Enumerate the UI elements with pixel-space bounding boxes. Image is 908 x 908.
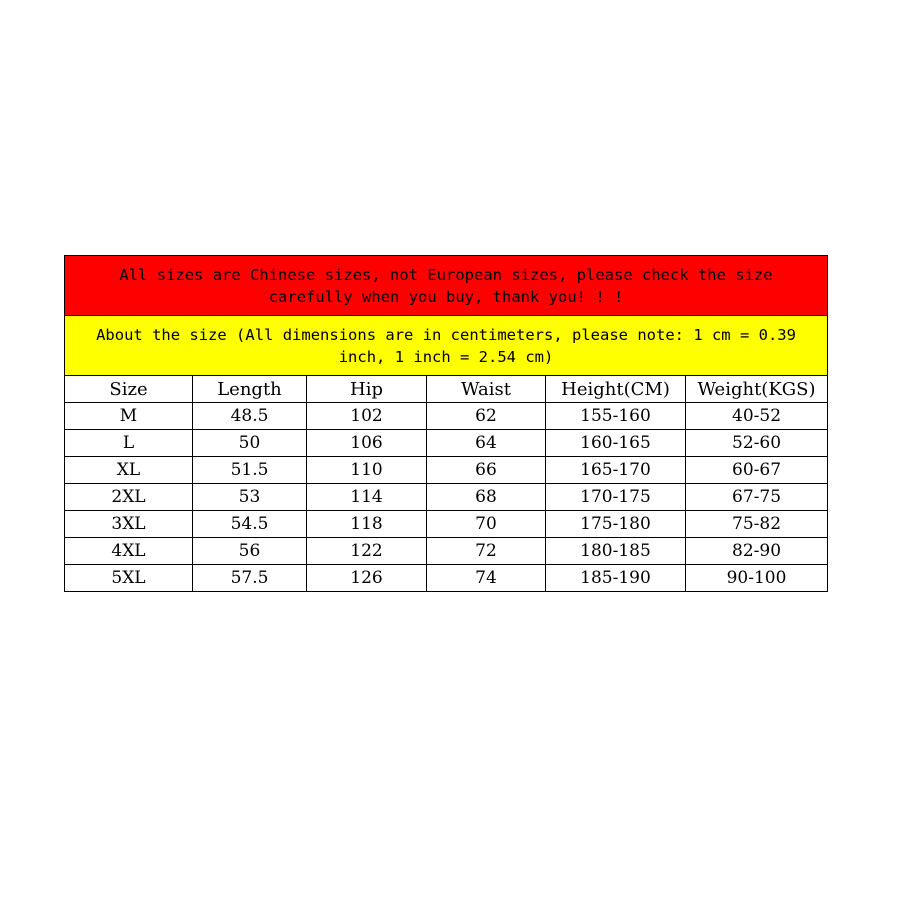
cell-size: 2XL bbox=[65, 484, 193, 511]
cell-waist: 70 bbox=[427, 511, 546, 538]
header-length: Length bbox=[193, 376, 307, 403]
cell-height: 170-175 bbox=[546, 484, 686, 511]
cell-height: 180-185 bbox=[546, 538, 686, 565]
cell-length: 50 bbox=[193, 430, 307, 457]
cell-waist: 64 bbox=[427, 430, 546, 457]
cell-waist: 62 bbox=[427, 403, 546, 430]
cell-waist: 66 bbox=[427, 457, 546, 484]
cell-length: 48.5 bbox=[193, 403, 307, 430]
table-row bbox=[65, 403, 828, 430]
cell-waist: 68 bbox=[427, 484, 546, 511]
table-row bbox=[65, 457, 828, 484]
cell-hip: 102 bbox=[307, 403, 427, 430]
header-size: Size bbox=[65, 376, 193, 403]
cell-length: 56 bbox=[193, 538, 307, 565]
cell-hip: 106 bbox=[307, 430, 427, 457]
cell-hip: 122 bbox=[307, 538, 427, 565]
cell-weight: 60-67 bbox=[686, 457, 828, 484]
cell-size: 5XL bbox=[65, 565, 193, 592]
cell-hip: 126 bbox=[307, 565, 427, 592]
header-height: Height(CM) bbox=[546, 376, 686, 403]
cell-hip: 114 bbox=[307, 484, 427, 511]
header-hip: Hip bbox=[307, 376, 427, 403]
cell-height: 175-180 bbox=[546, 511, 686, 538]
cell-height: 165-170 bbox=[546, 457, 686, 484]
cell-weight: 67-75 bbox=[686, 484, 828, 511]
cell-size: L bbox=[65, 430, 193, 457]
cell-weight: 75-82 bbox=[686, 511, 828, 538]
cell-weight: 90-100 bbox=[686, 565, 828, 592]
cell-hip: 118 bbox=[307, 511, 427, 538]
cell-height: 155-160 bbox=[546, 403, 686, 430]
cell-size: 3XL bbox=[65, 511, 193, 538]
table-row bbox=[65, 538, 828, 565]
unit-note-banner: About the size (All dimensions are in centimeters, please note: 1 cm = 0.39 inch, 1 inch = 2.54 cm) bbox=[65, 316, 828, 376]
table-row bbox=[65, 430, 828, 457]
table-header-row bbox=[65, 376, 828, 403]
table-row bbox=[65, 511, 828, 538]
cell-height: 185-190 bbox=[546, 565, 686, 592]
cell-weight: 40-52 bbox=[686, 403, 828, 430]
header-waist: Waist bbox=[427, 376, 546, 403]
size-notice-banner: All sizes are Chinese sizes, not European sizes, please check the size carefully when you buy, thank you! ! ! bbox=[65, 256, 828, 316]
cell-waist: 74 bbox=[427, 565, 546, 592]
cell-length: 51.5 bbox=[193, 457, 307, 484]
cell-length: 57.5 bbox=[193, 565, 307, 592]
cell-hip: 110 bbox=[307, 457, 427, 484]
size-chart-table bbox=[64, 255, 828, 592]
cell-weight: 52-60 bbox=[686, 430, 828, 457]
cell-size: XL bbox=[65, 457, 193, 484]
table-row bbox=[65, 565, 828, 592]
cell-size: M bbox=[65, 403, 193, 430]
cell-waist: 72 bbox=[427, 538, 546, 565]
header-weight: Weight(KGS) bbox=[686, 376, 828, 403]
cell-length: 53 bbox=[193, 484, 307, 511]
unit-note-row bbox=[65, 316, 828, 376]
cell-length: 54.5 bbox=[193, 511, 307, 538]
table-row bbox=[65, 484, 828, 511]
cell-height: 160-165 bbox=[546, 430, 686, 457]
notice-row bbox=[65, 256, 828, 316]
cell-weight: 82-90 bbox=[686, 538, 828, 565]
cell-size: 4XL bbox=[65, 538, 193, 565]
